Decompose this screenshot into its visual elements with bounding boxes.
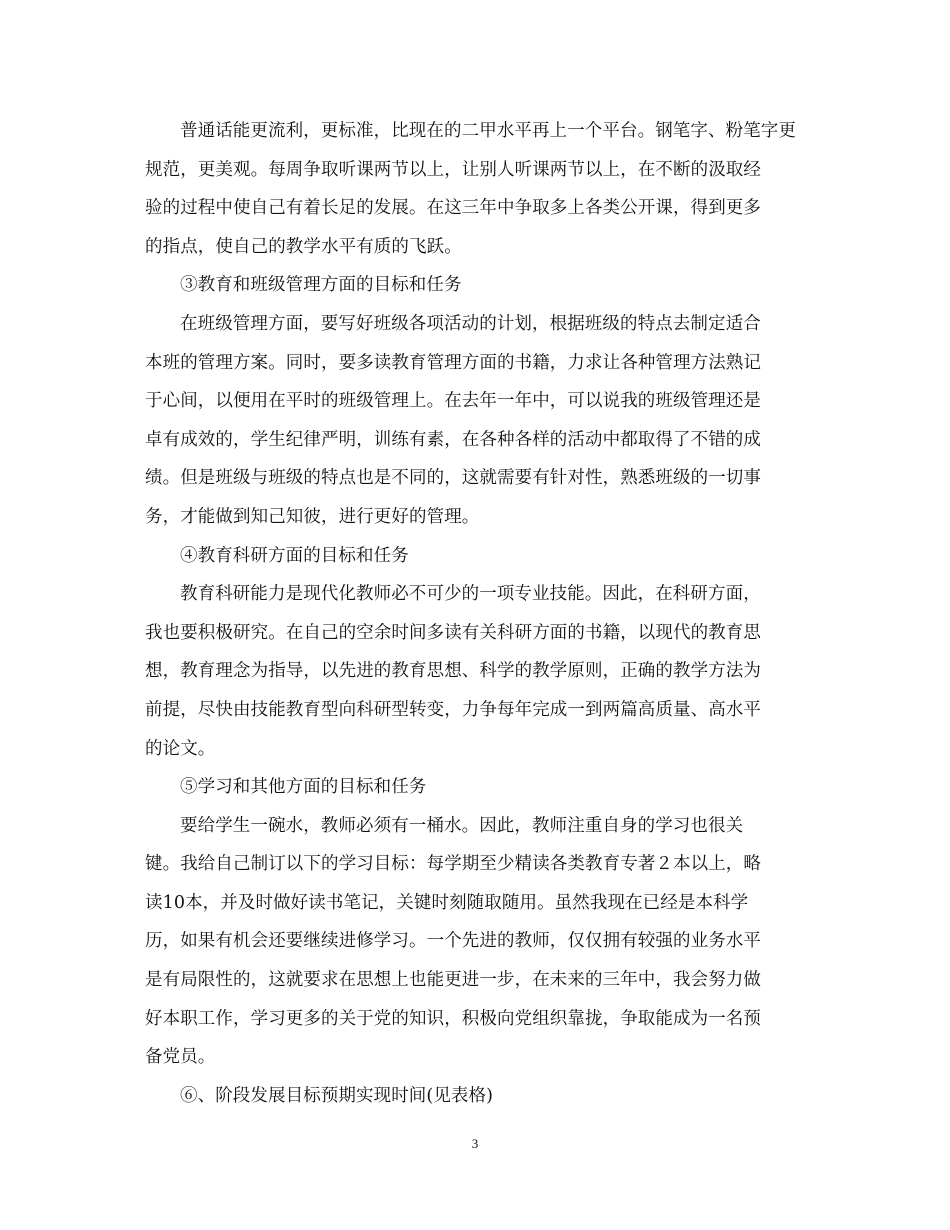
text-line: 教育科研能力是现代化教师必不可少的一项专业技能。因此，在科研方面， — [180, 584, 761, 605]
text-line: 好本职工作，学习更多的关于党的知识，积极向党组织靠拢，争取能成为一名预 — [145, 1008, 761, 1029]
section-heading — [145, 537, 815, 576]
text-line: 的论文。 — [145, 738, 216, 759]
text-line: 本班的管理方案。同时，要多读教育管理方面的书籍，力求让各种管理方法熟记 — [145, 352, 761, 373]
heading-line: ③教育和班级管理方面的目标和任务 — [180, 275, 462, 296]
paragraph — [145, 305, 815, 537]
text-line: 普通话能更流利，更标准，比现在的二甲水平再上一个平台。钢笔字、粉笔字更 — [180, 121, 796, 141]
text-line: 我也要积极研究。在自己的空余时间多读有关科研方面的书籍，以现代的教育思 — [145, 622, 761, 643]
text-line: 绩。但是班级与班级的特点也是不同的，这就需要有针对性，熟悉班级的一切事 — [145, 468, 761, 489]
text-line: 读10本，并及时做好读书笔记，关键时刻随取随用。虽然我现在已经是本科学 — [145, 892, 749, 913]
text-line: 备党员。 — [145, 1047, 216, 1068]
text-line: 前提，尽快由技能教育型向科研型转变，力争每年完成一到两篇高质量、高水平 — [145, 699, 761, 720]
section-heading — [145, 1077, 815, 1116]
paragraph — [145, 575, 815, 768]
text-line: 是有局限性的，这就要求在思想上也能更进一步，在未来的三年中，我会努力做 — [145, 970, 761, 991]
text-line: 想，教育理念为指导，以先进的教育思想、科学的教学原则，正确的教学方法为 — [145, 661, 761, 682]
text-line: 规范，更美观。每周争取听课两节以上，让别人听课两节以上，在不断的汲取经 — [145, 159, 761, 180]
heading-line: ⑥、阶段发展目标预期实现时间(见表格) — [180, 1085, 494, 1106]
text-line: 卓有成效的，学生纪律严明，训练有素，在各种各样的活动中都取得了不错的成 — [145, 429, 761, 450]
section-heading — [145, 768, 815, 807]
text-line: 在班级管理方面，要写好班级各项活动的计划，根据班级的特点去制定适合 — [180, 313, 761, 334]
text-line: 验的过程中使自己有着长足的发展。在这三年中争取多上各类公开课，得到更多 — [145, 198, 761, 219]
text-line: 要给学生一碗水，教师必须有一桶水。因此，教师注重自身的学习也很关 — [180, 815, 744, 836]
text-line: 键。我给自己制订以下的学习目标：每学期至少精读各类教育专著２本以上，略 — [145, 854, 761, 875]
text-line: 于心间，以便用在平时的班级管理上。在去年一年中，可以说我的班级管理还是 — [145, 391, 761, 412]
text-line: 务，才能做到知己知彼，进行更好的管理。 — [145, 506, 480, 527]
text-line: 的指点，使自己的教学水平有质的飞跃。 — [145, 236, 462, 257]
section-heading — [145, 266, 815, 305]
paragraph — [145, 112, 815, 266]
heading-line: ⑤学习和其他方面的目标和任务 — [180, 777, 427, 798]
heading-line: ④教育科研方面的目标和任务 — [180, 545, 409, 566]
text-line: 历，如果有机会还要继续进修学习。一个先进的教师，仅仅拥有较强的业务水平 — [145, 931, 761, 952]
page-number: 3 — [471, 1136, 479, 1151]
paragraph — [145, 807, 815, 1077]
document-body — [145, 112, 815, 1115]
